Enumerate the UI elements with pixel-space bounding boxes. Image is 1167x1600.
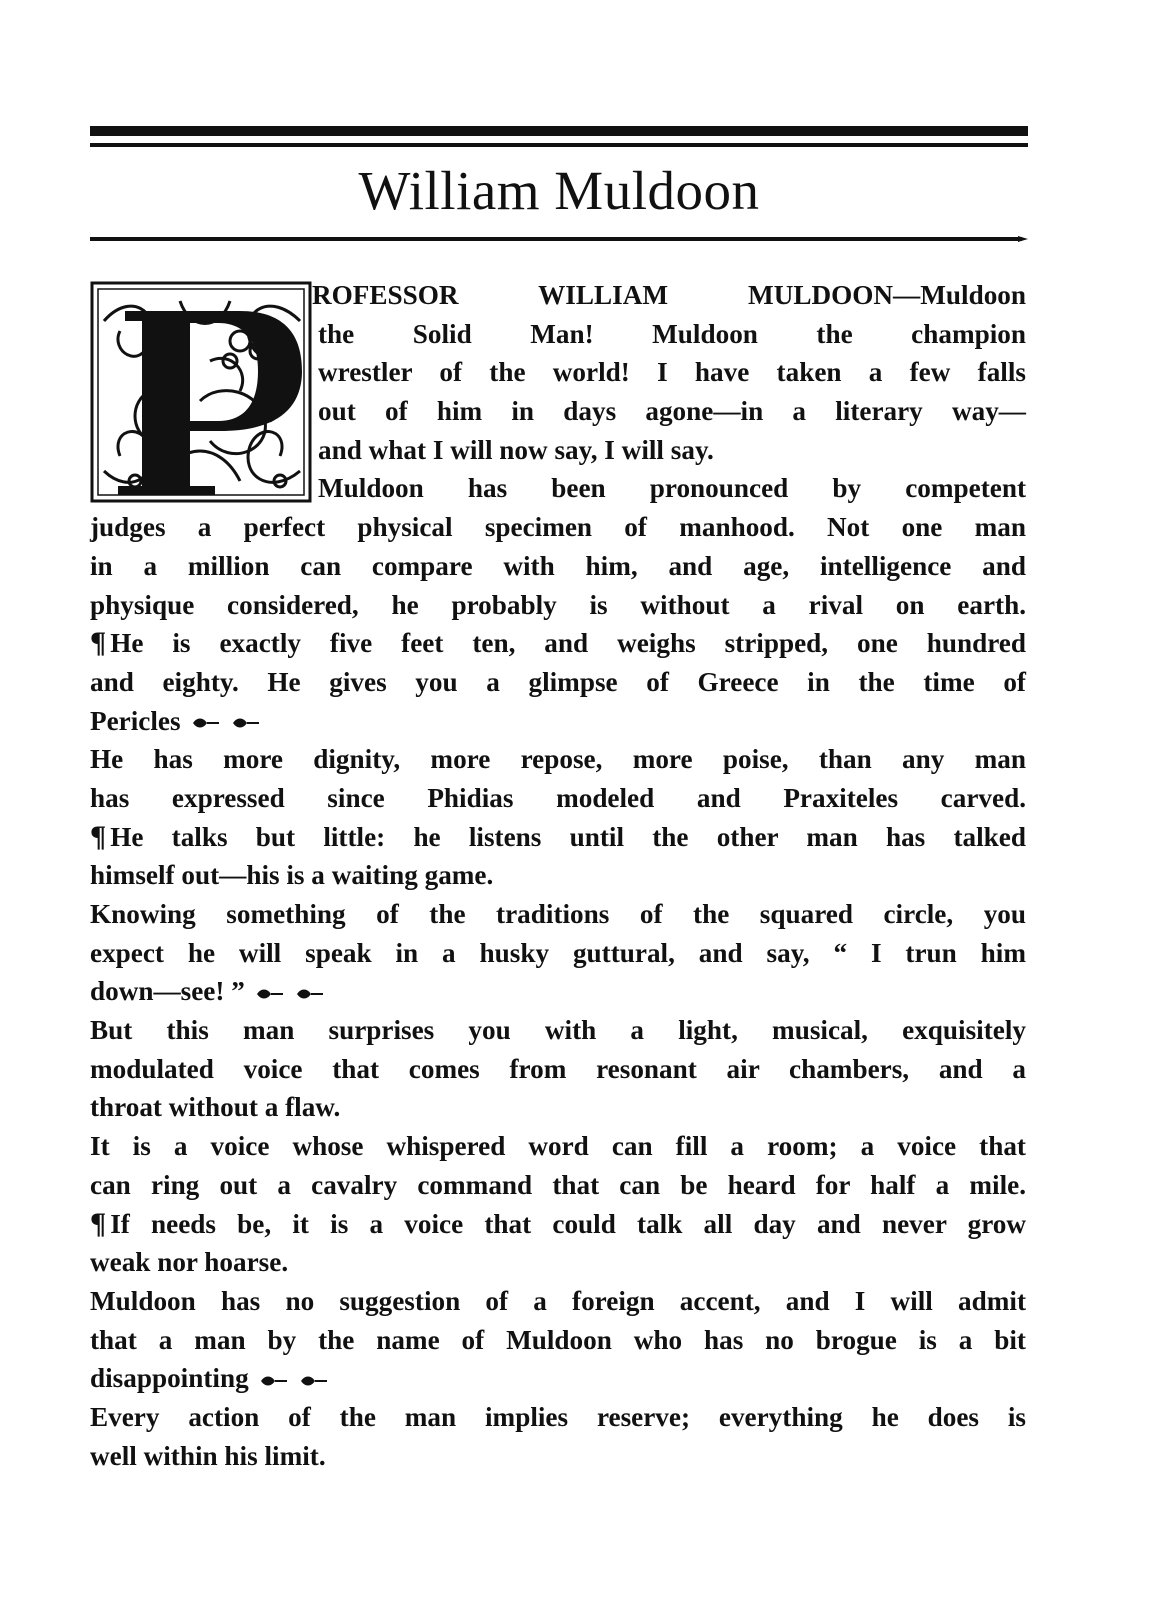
text-line-para: [90, 818, 1026, 857]
text-line: He has more dignity, more repose, more poise, than any man: [90, 744, 1026, 775]
text-line: wrestler of the world! I have taken a few falls: [318, 357, 1026, 388]
text-line-end: [90, 1359, 1026, 1398]
text-line: ROFESSOR WILLIAM MULDOON—Muldoon: [312, 280, 1026, 310]
text-line-para: [90, 1205, 1026, 1244]
text-line: and what I will now say, I will say.: [318, 434, 714, 465]
text-line: Muldoon has no suggestion of a foreign accent, and I will admit: [90, 1285, 1026, 1316]
text-line: modulated voice that comes from resonant air chambers, and a: [90, 1053, 1026, 1084]
paragraph-mark-icon: ¶: [90, 1206, 105, 1240]
leaf-ornament-icon: [259, 1374, 289, 1388]
header-rule-thick: [90, 126, 1028, 136]
leaf-ornament-icon: [191, 716, 221, 730]
paragraph-mark-icon: ¶: [90, 626, 105, 660]
text-line: that a man by the name of Muldoon who has no brogue is a bit: [90, 1324, 1026, 1355]
text-line-end: [90, 972, 1026, 1011]
text-line: Every action of the man implies reserve; everything he does is: [90, 1401, 1026, 1432]
text-line: and eighty. He gives you a glimpse of Greece in the time of: [90, 666, 1026, 697]
text-line-content: If needs be, it is a voice that could talk all day and never grow: [110, 1208, 1026, 1239]
text-line-content: He talks but little: he listens until the other man has talked: [110, 821, 1026, 852]
text-line: judges a perfect physical specimen of manhood. Not one man: [90, 512, 1026, 543]
text-line: expect he will speak in a husky guttural, and say, “ I trun him: [90, 937, 1026, 968]
text-line: can ring out a cavalry command that can be heard for half a mile.: [90, 1169, 1026, 1200]
text-line: physique considered, he probably is without a rival on earth.: [90, 589, 1026, 620]
text-line-content: disappointing: [90, 1363, 249, 1394]
paragraph-mark-icon: ¶: [90, 819, 105, 853]
leaf-ornament-icon: [255, 987, 285, 1001]
text-line: has expressed since Phidias modeled and Praxiteles carved.: [90, 782, 1026, 813]
text-line: well within his limit.: [90, 1440, 326, 1471]
text-line: Muldoon has been pronounced by competent: [318, 473, 1026, 504]
text-line: weak nor hoarse.: [90, 1247, 289, 1278]
title-underline-tail: [1018, 236, 1028, 242]
leaf-ornament-icon: [231, 716, 261, 730]
leaf-ornament-icon: [295, 987, 325, 1001]
text-line: the Solid Man! Muldoon the champion: [318, 318, 1026, 349]
text-line: throat without a flaw.: [90, 1092, 341, 1123]
text-line: himself out—his is a waiting game.: [90, 860, 494, 891]
text-line: in a million can compare with him, and age, intelligence and: [90, 550, 1026, 581]
text-line: It is a voice whose whispered word can fill a room; a voice that: [90, 1131, 1026, 1162]
text-line-content: down—see! ”: [90, 976, 245, 1007]
text-line-content: Pericles: [90, 705, 181, 736]
title-underline: [90, 237, 1022, 241]
text-line: Knowing something of the traditions of the squared circle, you: [90, 899, 1026, 929]
text-line: But this man surprises you with a light, musical, exquisitely: [90, 1015, 1026, 1046]
header-rule-thin: [90, 143, 1028, 147]
text-line: out of him in days agone—in a literary way—: [318, 396, 1026, 427]
text-line-end: [90, 702, 1026, 741]
leaf-ornament-icon: [299, 1374, 329, 1388]
text-line-para: [90, 624, 1026, 663]
text-line-content: He is exactly five feet ten, and weighs stripped, one hundred: [110, 628, 1026, 659]
page-title: William Muldoon: [358, 160, 760, 221]
body-text: [90, 276, 1026, 1475]
